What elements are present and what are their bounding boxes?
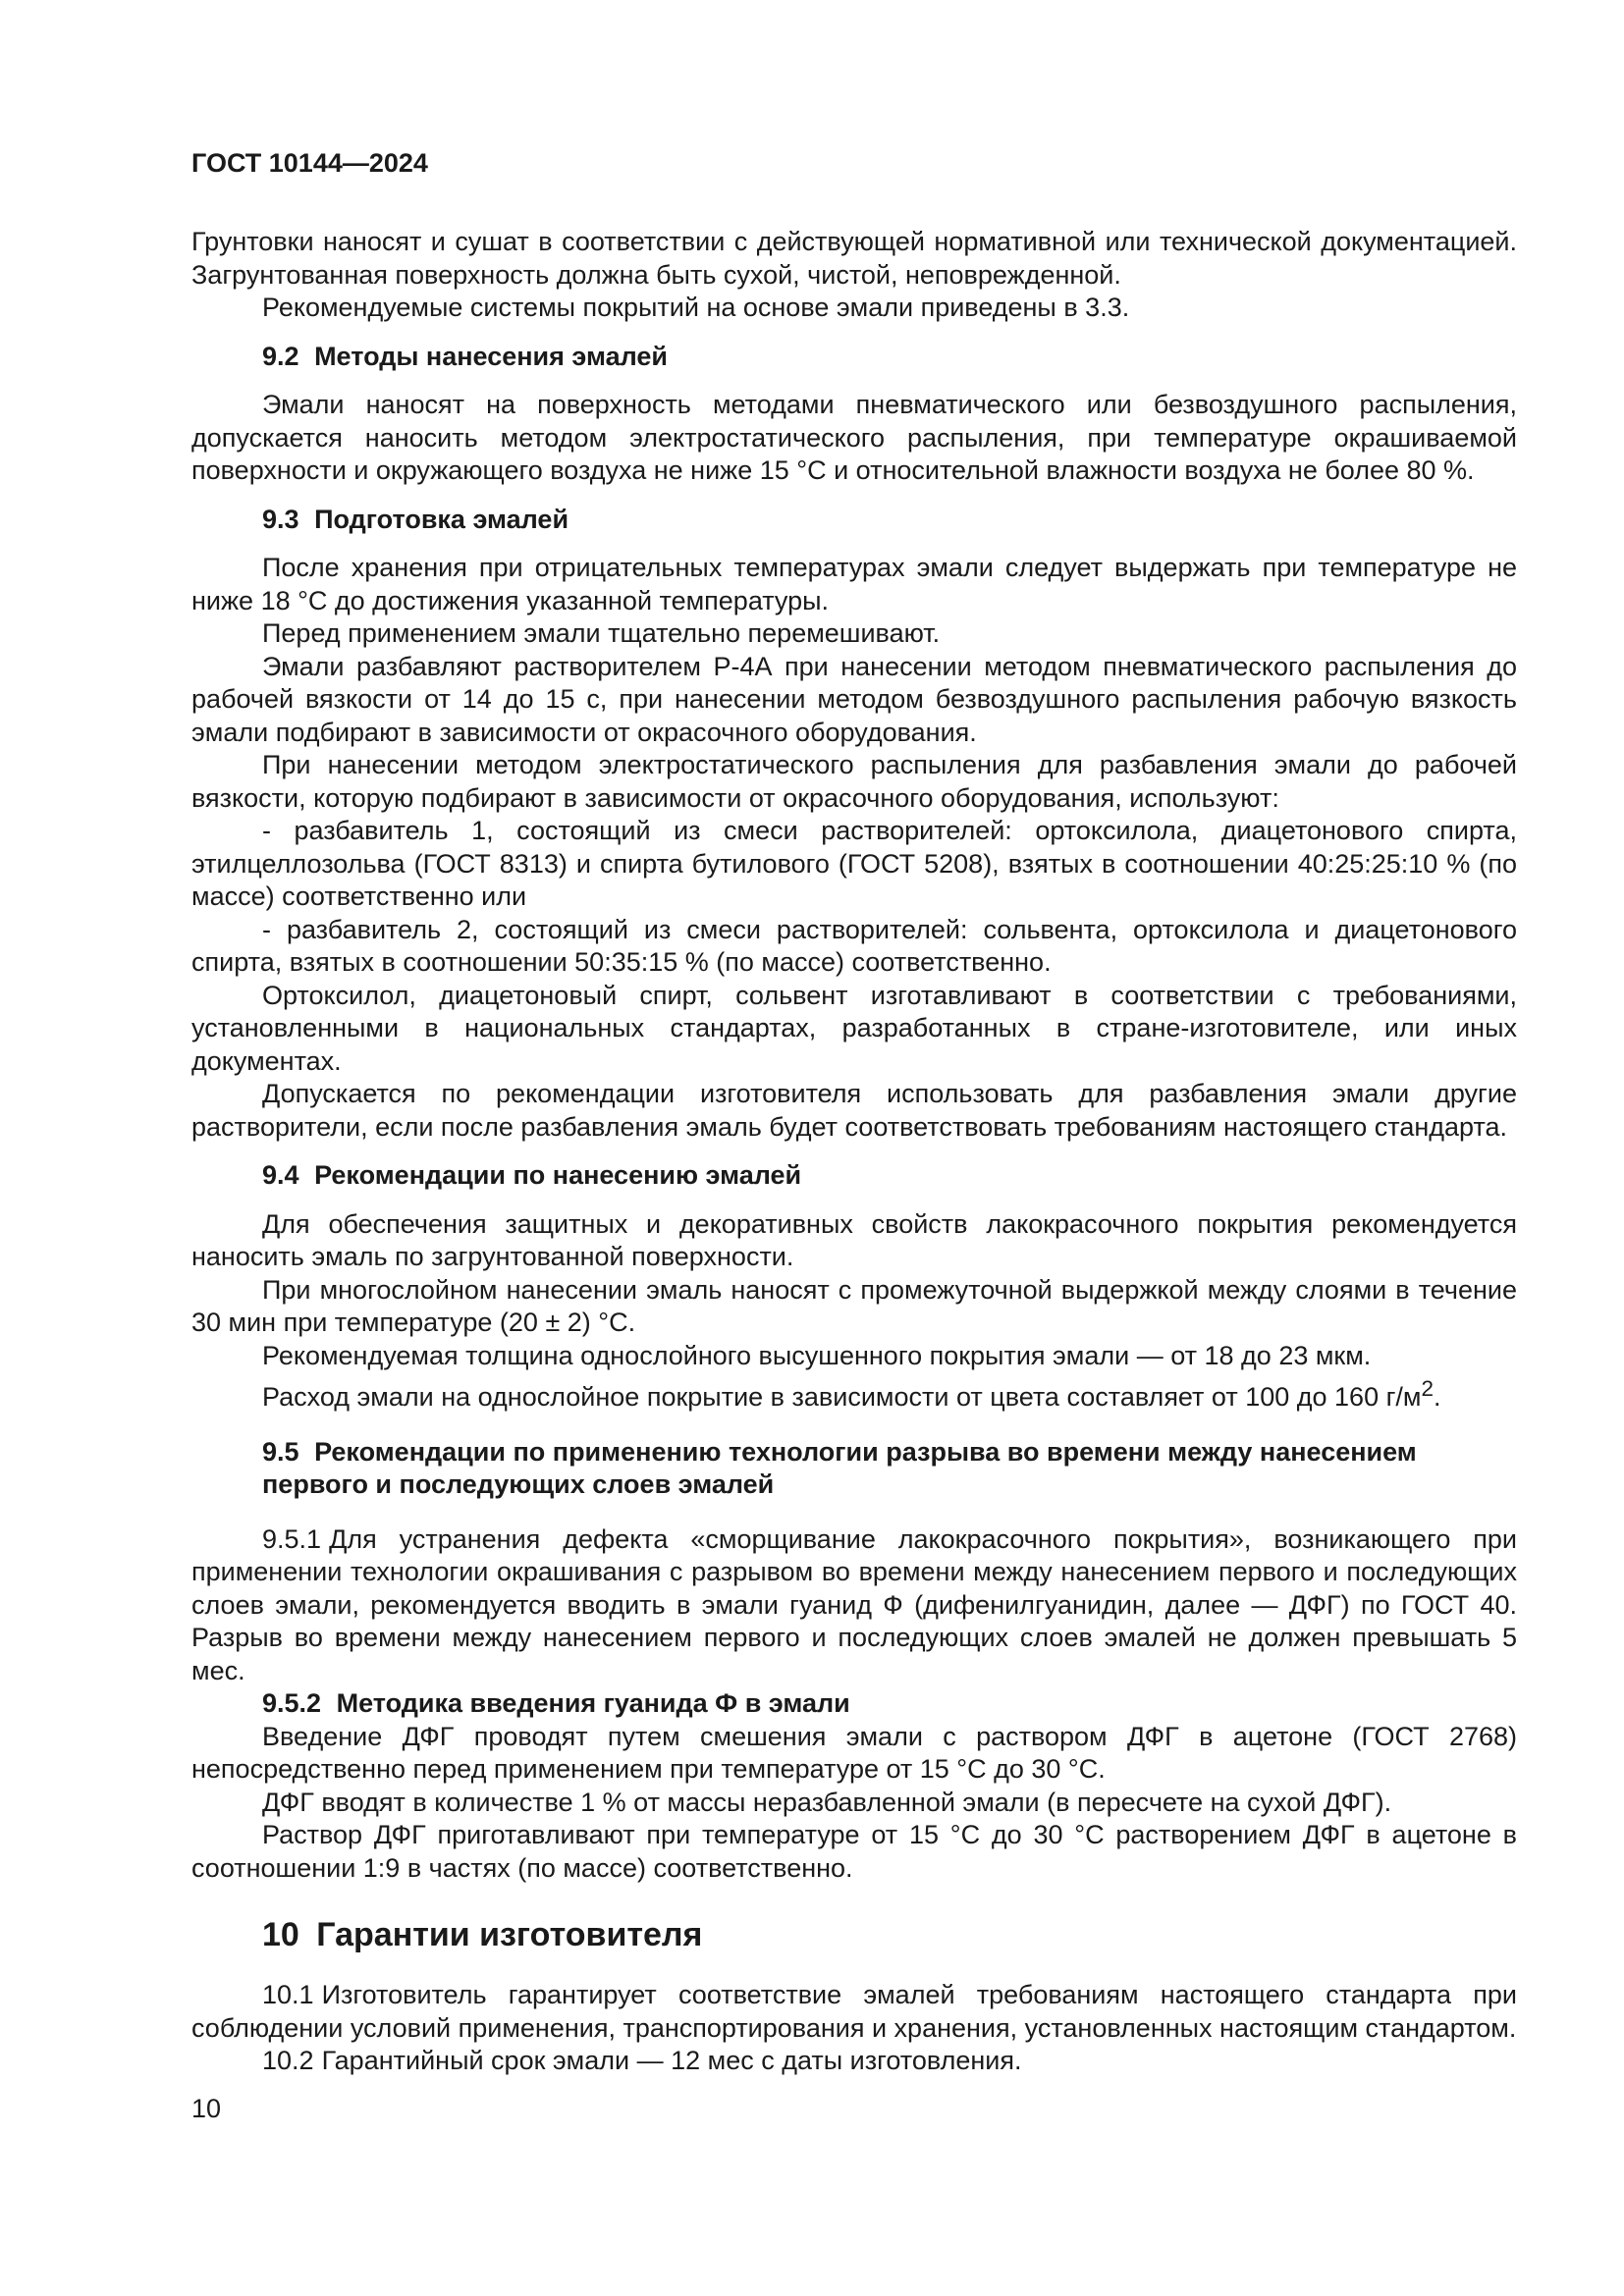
section-number: 9.5.2 [262,1688,322,1718]
paragraph-number: 9.5.1 [262,1523,322,1554]
paragraph: Рекомендуемая толщина однослойного высушенного покрытия эмали — от 18 до 23 мкм. [262,1340,1372,1370]
section-9-5-heading [191,1436,1517,1502]
paragraph: Введение ДФГ проводят путем смешения эмали с раствором ДФГ в ацетоне (ГОСТ 2768) непосредственно перед применением при температуре от 15 °С до 30 °С. [191,1721,1517,1784]
section-number: 9.3 [262,504,299,534]
paragraph: Допускается по рекомендации изготовителя использовать для разбавления эмали другие растворители, если после разбавления эмаль будет соответствовать требованиям настоящего стандарта. [191,1079,1517,1142]
section-9-2-heading [191,341,1517,374]
paragraph-number: 10.1 [262,1980,314,2009]
paragraph: Ортоксилол, диацетоновый спирт, сольвент изготавливают в соответствии с требованиями, установленными в национальных стандартах, разработанных в стране-изготовителе, или иных документах. [191,980,1517,1076]
section-number: 10 [262,1916,299,1953]
section-9-3-heading [191,504,1517,537]
paragraph-10-2 [191,2045,1517,2078]
paragraph: Эмали разбавляют растворителем Р-4А при нанесении методом пневматического распыления до рабочей вязкости от 14 до 15 с, при нанесении методом безвоздушного распыления рабочую вязкость эмали подбирают в зависимости от окрасочного оборудования. [191,651,1517,747]
consumption-end: . [1434,1382,1441,1412]
section-title: Методика введения гуанида Ф в эмали [336,1688,850,1718]
paragraph: При нанесении методом электростатического распыления для разбавления эмали до рабочей вязкости, которую подбирают в зависимости от окрасочного оборудования, используют: [191,750,1517,813]
subsection-9-5-2-heading [191,1687,1517,1721]
section-title: Подготовка эмалей [314,504,569,534]
section-title: Рекомендации по нанесению эмалей [314,1160,802,1190]
superscript: 2 [1421,1376,1435,1401]
paragraph-10-1 [191,1979,1517,2045]
paragraph: После хранения при отрицательных температурах эмали следует выдержать при температуре не ниже 18 °С до достижения указанной температуры. [191,553,1517,615]
paragraph-9-5-1 [191,1523,1517,1688]
consumption-paragraph [191,1372,1517,1415]
section-number: 9.5 [262,1436,299,1467]
paragraph: Раствор ДФГ приготавливают при температуре от 15 °С до 30 °С растворением ДФГ в ацетоне в соотношении 1:9 в частях (по массе) соответственно. [191,1820,1517,1883]
paragraph-text: Изготовитель гарантирует соответствие эмалей требованиям настоящего стандарта при соблюдении условий применения, транспортирования и хранения, установленных настоящим стандартом. [191,1980,1517,2043]
paragraph: При многослойном нанесении эмаль наносят с промежуточной выдержкой между слоями в течение 30 мин при температуре (20 ± 2) °С. [191,1274,1517,1337]
paragraph: ДФГ вводят в количестве 1 % от массы неразбавленной эмали (в пересчете на сухой ДФГ). [262,1787,1392,1817]
document-header: ГОСТ 10144—2024 [191,148,428,178]
section-title: Методы нанесения эмалей [314,341,669,371]
paragraph-number: 10.2 [262,2046,314,2075]
intro-paragraph-1: Грунтовки наносят и сушат в соответствии с действующей нормативной или технической документацией. Загрунтованная поверхность должна быть сухой, чистой, неповрежденной. [191,227,1517,290]
section-title: Рекомендации по применению технологии разрыва во времени между нанесением первого и последующих слоев эмалей [262,1436,1417,1499]
paragraph: Эмали наносят на поверхность методами пневматического или безвоздушного распыления, допускается наносить методом электростатического распыления, при температуре окрашиваемой поверхности и окружающего воздуха не ниже 15 °С и относительной влажности воздуха не более 80 %. [191,390,1517,485]
section-number: 9.4 [262,1160,299,1190]
section-10-heading [191,1914,1517,1955]
paragraph: Перед применением эмали тщательно перемешивают. [262,618,941,648]
consumption-text: Расход эмали на однослойное покрытие в зависимости от цвета составляет от 100 до 160 г/м [262,1382,1422,1412]
list-item: - разбавитель 2, состоящий из смеси растворителей: сольвента, ортоксилола и диацетонового спирта, взятых в соотношении 50:35:15 % (по массе) соответственно. [191,914,1517,977]
paragraph: Для обеспечения защитных и декоративных свойств лакокрасочного покрытия рекомендуется наносить эмаль по загрунтованной поверхности. [191,1208,1517,1271]
section-9-4-heading [191,1159,1517,1193]
intro-paragraph-2: Рекомендуемые системы покрытий на основе эмали приведены в 3.3. [262,293,1130,322]
paragraph-text: Гарантийный срок эмали — 12 мес с даты изготовления. [321,2046,1022,2075]
section-number: 9.2 [262,341,299,371]
list-item: - разбавитель 1, состоящий из смеси растворителей: ортоксилола, диацетонового спирта, этилцеллозольва (ГОСТ 8313) и спирта бутилового (ГОСТ 5208), взятых в соотношении 40:25:25:10 % (по массе) соответственно или [191,816,1517,911]
page-number: 10 [191,2094,222,2123]
document-body [191,226,1517,2078]
paragraph-text: Для устранения дефекта «сморщивание лакокрасочного покрытия», возникающего при применении технологии окрашивания с разрывом во времени между нанесением первого и последующих слоев эмали, рекомендуется вводить в эмали гуанид Ф (дифенилгуанидин, далее — ДФГ) по ГОСТ 40. Разрыв во времени между нанесением первого и последующих слоев эмалей не должен превышать 5 мес. [191,1523,1517,1685]
section-title: Гарантии изготовителя [316,1916,703,1953]
